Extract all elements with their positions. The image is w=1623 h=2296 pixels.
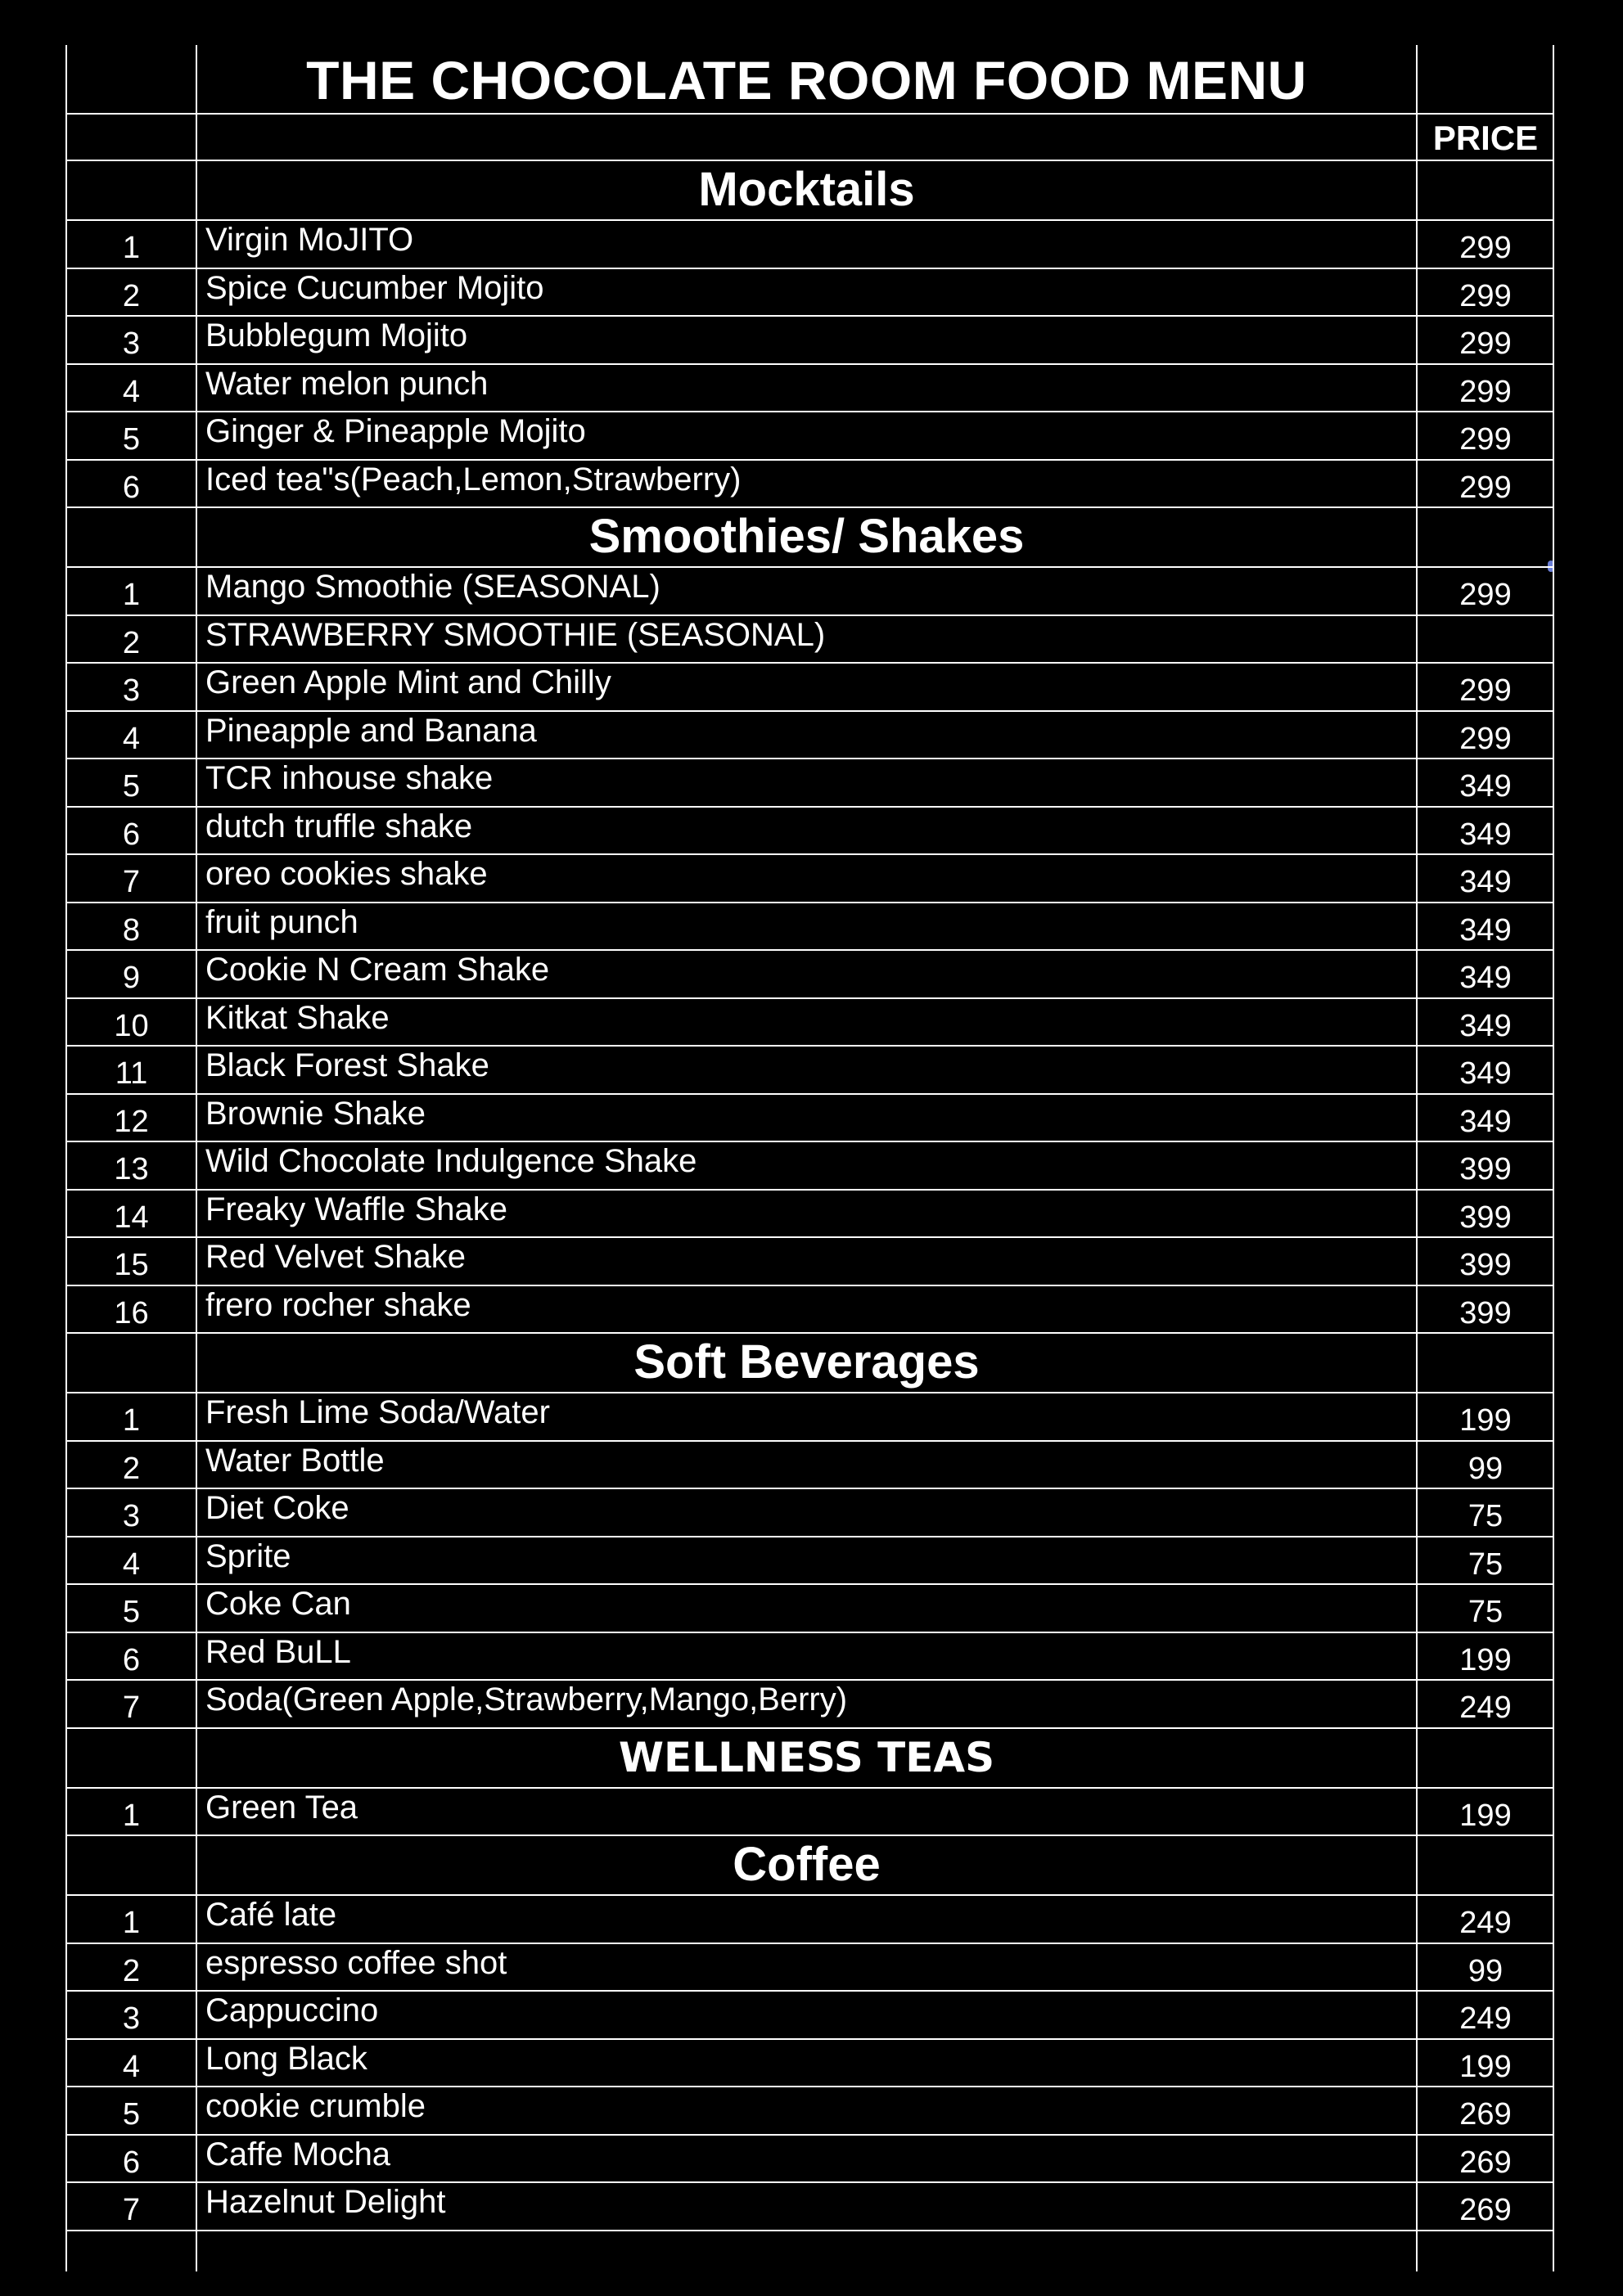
item-price: 299 bbox=[1459, 326, 1512, 361]
item-name: STRAWBERRY SMOOTHIE (SEASONAL) bbox=[205, 617, 826, 653]
section-title: Mocktails bbox=[698, 163, 915, 216]
item-price: 299 bbox=[1459, 279, 1512, 313]
item-number: 10 bbox=[114, 1009, 149, 1043]
item-price: 299 bbox=[1459, 722, 1512, 756]
item-name: Long Black bbox=[205, 2041, 367, 2077]
item-number: 14 bbox=[114, 1200, 149, 1235]
item-price: 75 bbox=[1467, 1499, 1504, 1533]
item-price: 349 bbox=[1459, 961, 1512, 995]
item-price: 399 bbox=[1459, 1248, 1512, 1282]
item-name: Cappuccino bbox=[205, 1992, 379, 2028]
item-name: Fresh Lime Soda/Water bbox=[205, 1394, 550, 1430]
item-number: 7 bbox=[122, 2193, 141, 2227]
item-number: 1 bbox=[122, 231, 141, 265]
item-name: Hazelnut Delight bbox=[205, 2184, 446, 2220]
item-number: 5 bbox=[122, 422, 141, 457]
item-price: 99 bbox=[1467, 1954, 1504, 1988]
item-price: 349 bbox=[1459, 769, 1512, 804]
item-number: 7 bbox=[122, 865, 141, 899]
item-number: 6 bbox=[122, 1643, 141, 1677]
item-name: espresso coffee shot bbox=[205, 1945, 507, 1981]
item-name: Coke Can bbox=[205, 1586, 351, 1622]
item-number: 4 bbox=[122, 722, 141, 756]
item-name: Freaky Waffle Shake bbox=[205, 1191, 508, 1227]
row-divider bbox=[65, 2230, 1554, 2231]
item-number: 15 bbox=[114, 1248, 149, 1282]
item-name: Spice Cucumber Mojito bbox=[205, 270, 544, 306]
row-divider bbox=[65, 113, 1554, 115]
item-price: 299 bbox=[1459, 231, 1512, 265]
item-name: Black Forest Shake bbox=[205, 1047, 489, 1083]
item-price: 269 bbox=[1459, 2145, 1512, 2180]
item-number: 4 bbox=[122, 2050, 141, 2084]
item-price: 249 bbox=[1459, 2001, 1512, 2036]
item-name: oreo cookies shake bbox=[205, 856, 488, 892]
item-name: Water melon punch bbox=[205, 366, 489, 402]
item-price: 299 bbox=[1459, 422, 1512, 457]
item-number: 3 bbox=[122, 673, 141, 708]
item-name: Water Bottle bbox=[205, 1443, 385, 1479]
item-price: 299 bbox=[1459, 375, 1512, 409]
item-price: 399 bbox=[1459, 1152, 1512, 1186]
item-number: 2 bbox=[122, 1954, 141, 1988]
item-name: Virgin MoJITO bbox=[205, 222, 414, 258]
item-name: Mango Smoothie (SEASONAL) bbox=[205, 569, 660, 605]
section-title: WELLNESS TEAS bbox=[618, 1733, 995, 1781]
item-name: Bubblegum Mojito bbox=[205, 317, 468, 353]
item-name: Iced tea"s(Peach,Lemon,Strawberry) bbox=[205, 461, 742, 497]
item-price: 199 bbox=[1459, 1799, 1512, 1833]
item-name: Cookie N Cream Shake bbox=[205, 952, 550, 988]
item-number: 16 bbox=[114, 1296, 149, 1330]
item-number: 13 bbox=[114, 1152, 149, 1186]
item-name: Café late bbox=[205, 1897, 337, 1933]
item-name: Red BuLL bbox=[205, 1634, 351, 1670]
item-number: 7 bbox=[122, 1690, 141, 1725]
menu-title: THE CHOCOLATE ROOM FOOD MENU bbox=[306, 49, 1307, 110]
item-name: Brownie Shake bbox=[205, 1096, 426, 1132]
item-name: cookie crumble bbox=[205, 2088, 426, 2124]
item-price: 75 bbox=[1467, 1547, 1504, 1582]
item-name: Green Apple Mint and Chilly bbox=[205, 664, 611, 700]
item-number: 3 bbox=[122, 2001, 141, 2036]
item-number: 6 bbox=[122, 2145, 141, 2180]
item-price: 199 bbox=[1459, 1403, 1512, 1438]
section-title: Smoothies/ Shakes bbox=[588, 510, 1025, 563]
item-price: 349 bbox=[1459, 1105, 1512, 1139]
item-price: 99 bbox=[1467, 1452, 1504, 1486]
item-price: 75 bbox=[1467, 1595, 1504, 1629]
item-name: dutch truffle shake bbox=[205, 808, 473, 844]
item-number: 1 bbox=[122, 1403, 141, 1438]
item-number: 6 bbox=[122, 470, 141, 505]
item-name: Caffe Mocha bbox=[205, 2136, 391, 2172]
item-price: 349 bbox=[1459, 1009, 1512, 1043]
column-divider bbox=[196, 45, 197, 2271]
item-number: 1 bbox=[122, 578, 141, 612]
item-price: 269 bbox=[1459, 2097, 1512, 2132]
item-name: Diet Coke bbox=[205, 1490, 349, 1526]
item-name: Wild Chocolate Indulgence Shake bbox=[205, 1143, 697, 1179]
item-name: Sprite bbox=[205, 1538, 291, 1574]
item-number: 5 bbox=[122, 2097, 141, 2132]
item-number: 12 bbox=[114, 1105, 149, 1139]
item-price: 199 bbox=[1459, 1643, 1512, 1677]
item-number: 8 bbox=[122, 913, 141, 948]
item-name: Red Velvet Shake bbox=[205, 1239, 466, 1275]
item-price: 399 bbox=[1459, 1200, 1512, 1235]
item-price: 299 bbox=[1459, 578, 1512, 612]
item-number: 1 bbox=[122, 1906, 141, 1940]
item-name: fruit punch bbox=[205, 904, 358, 940]
item-price: 299 bbox=[1459, 673, 1512, 708]
item-number: 5 bbox=[122, 769, 141, 804]
item-number: 1 bbox=[122, 1799, 141, 1833]
section-title: Coffee bbox=[733, 1838, 881, 1891]
item-number: 2 bbox=[122, 1452, 141, 1486]
item-number: 2 bbox=[122, 279, 141, 313]
item-name: frero rocher shake bbox=[205, 1287, 471, 1323]
item-price: 299 bbox=[1459, 470, 1512, 505]
item-name: Pineapple and Banana bbox=[205, 713, 537, 749]
item-price: 349 bbox=[1459, 913, 1512, 948]
item-price: 349 bbox=[1459, 865, 1512, 899]
item-number: 4 bbox=[122, 375, 141, 409]
item-number: 4 bbox=[122, 1547, 141, 1582]
item-number: 6 bbox=[122, 817, 141, 852]
item-number: 2 bbox=[122, 626, 141, 660]
item-number: 9 bbox=[122, 961, 141, 995]
item-price: 249 bbox=[1459, 1906, 1512, 1940]
item-name: Ginger & Pineapple Mojito bbox=[205, 413, 586, 449]
item-number: 5 bbox=[122, 1595, 141, 1629]
price-column-header: PRICE bbox=[1432, 119, 1539, 157]
item-name: Kitkat Shake bbox=[205, 1000, 390, 1036]
item-price: 199 bbox=[1459, 2050, 1512, 2084]
item-name: Green Tea bbox=[205, 1790, 358, 1826]
item-price: 349 bbox=[1459, 817, 1512, 852]
item-name: Soda(Green Apple,Strawberry,Mango,Berry) bbox=[205, 1681, 848, 1717]
item-number: 3 bbox=[122, 326, 141, 361]
item-number: 3 bbox=[122, 1499, 141, 1533]
item-price bbox=[1418, 615, 1553, 663]
section-title: Soft Beverages bbox=[633, 1335, 980, 1389]
item-price: 399 bbox=[1459, 1296, 1512, 1330]
item-price: 349 bbox=[1459, 1056, 1512, 1091]
item-price: 249 bbox=[1459, 1690, 1512, 1725]
item-number: 11 bbox=[115, 1056, 148, 1091]
item-name: TCR inhouse shake bbox=[205, 760, 494, 796]
item-price: 269 bbox=[1459, 2193, 1512, 2227]
